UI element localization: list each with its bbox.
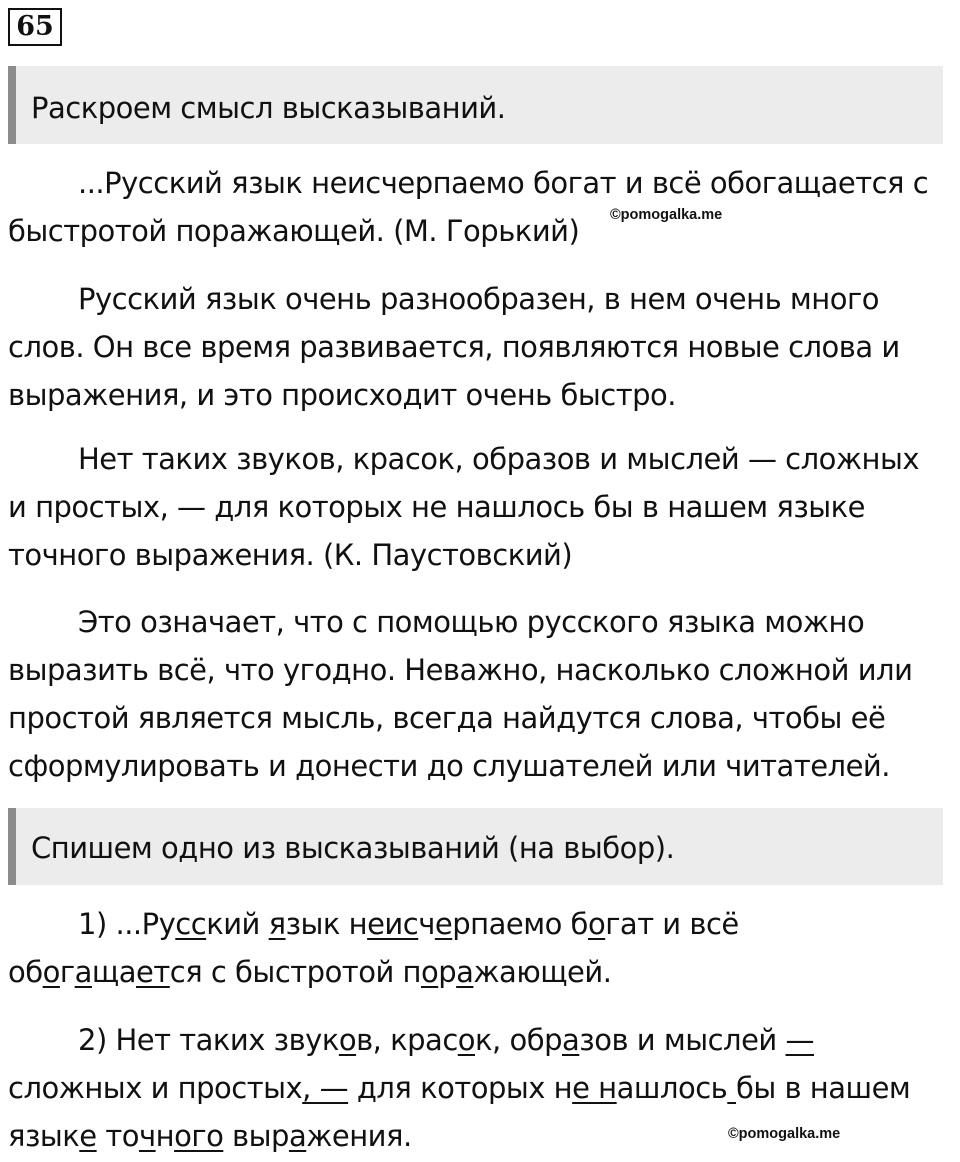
section-heading-explain xyxy=(8,66,943,144)
answer-2-line-3: языке точного выражения. xyxy=(8,1119,412,1153)
explanation-paustovsky-line-2: выразить всё, что угодно. Неважно, насколько сложной или xyxy=(8,653,913,687)
section-heading-text: Спишем одно из высказываний (на выбор). xyxy=(31,831,675,865)
answer-1-line-1: 1) ...Русский язык неисчерпаемо богат и всё xyxy=(78,907,739,941)
quote-paustovsky-line-2: и простых, — для которых не нашлось бы в нашем языке xyxy=(8,490,866,524)
explanation-paustovsky-line-4: сформулировать и донести до слушателей или читателей. xyxy=(8,749,891,783)
quote-paustovsky-line-3: точного выражения. (К. Паустовский) xyxy=(8,538,573,572)
answer-1-line-2: обогащается с быстротой поражающей. xyxy=(8,955,612,989)
quote-gorky-line-1: ...Русский язык неисчерпаемо богат и всё обогащается с xyxy=(78,166,929,200)
explanation-paustovsky-line-3: простой является мысль, всегда найдутся слова, чтобы её xyxy=(8,701,886,735)
section-heading-text: Раскроем смысл высказываний. xyxy=(31,91,506,125)
quote-gorky xyxy=(8,159,953,255)
task-number: 65 xyxy=(8,8,62,46)
answer-2-line-1: 2) Нет таких звуков, красок, образов и мыслей — xyxy=(78,1023,814,1057)
explanation-gorky xyxy=(8,275,953,419)
section-heading-copy xyxy=(8,808,943,885)
explanation-gorky-line-3: выражения, и это происходит очень быстро. xyxy=(8,378,676,412)
answer-1 xyxy=(8,900,953,996)
explanation-paustovsky xyxy=(8,598,953,790)
quote-paustovsky-line-1: Нет таких звуков, красок, образов и мыслей — сложных xyxy=(78,442,920,476)
watermark-top: ©pomogalka.me xyxy=(610,207,723,223)
quote-gorky-line-2: быстротой поражающей. (М. Горький) xyxy=(8,214,580,248)
watermark-bottom: ©pomogalka.me xyxy=(728,1126,841,1142)
explanation-gorky-line-2: слов. Он все время развивается, появляются новые слова и xyxy=(8,330,900,364)
explanation-paustovsky-line-1: Это означает, что с помощью русского языка можно xyxy=(78,605,865,639)
answer-2-line-2: сложных и простых, — для которых не нашлось бы в нашем xyxy=(8,1071,911,1105)
explanation-gorky-line-1: Русский язык очень разнообразен, в нем очень много xyxy=(78,282,879,316)
quote-paustovsky xyxy=(8,435,953,579)
